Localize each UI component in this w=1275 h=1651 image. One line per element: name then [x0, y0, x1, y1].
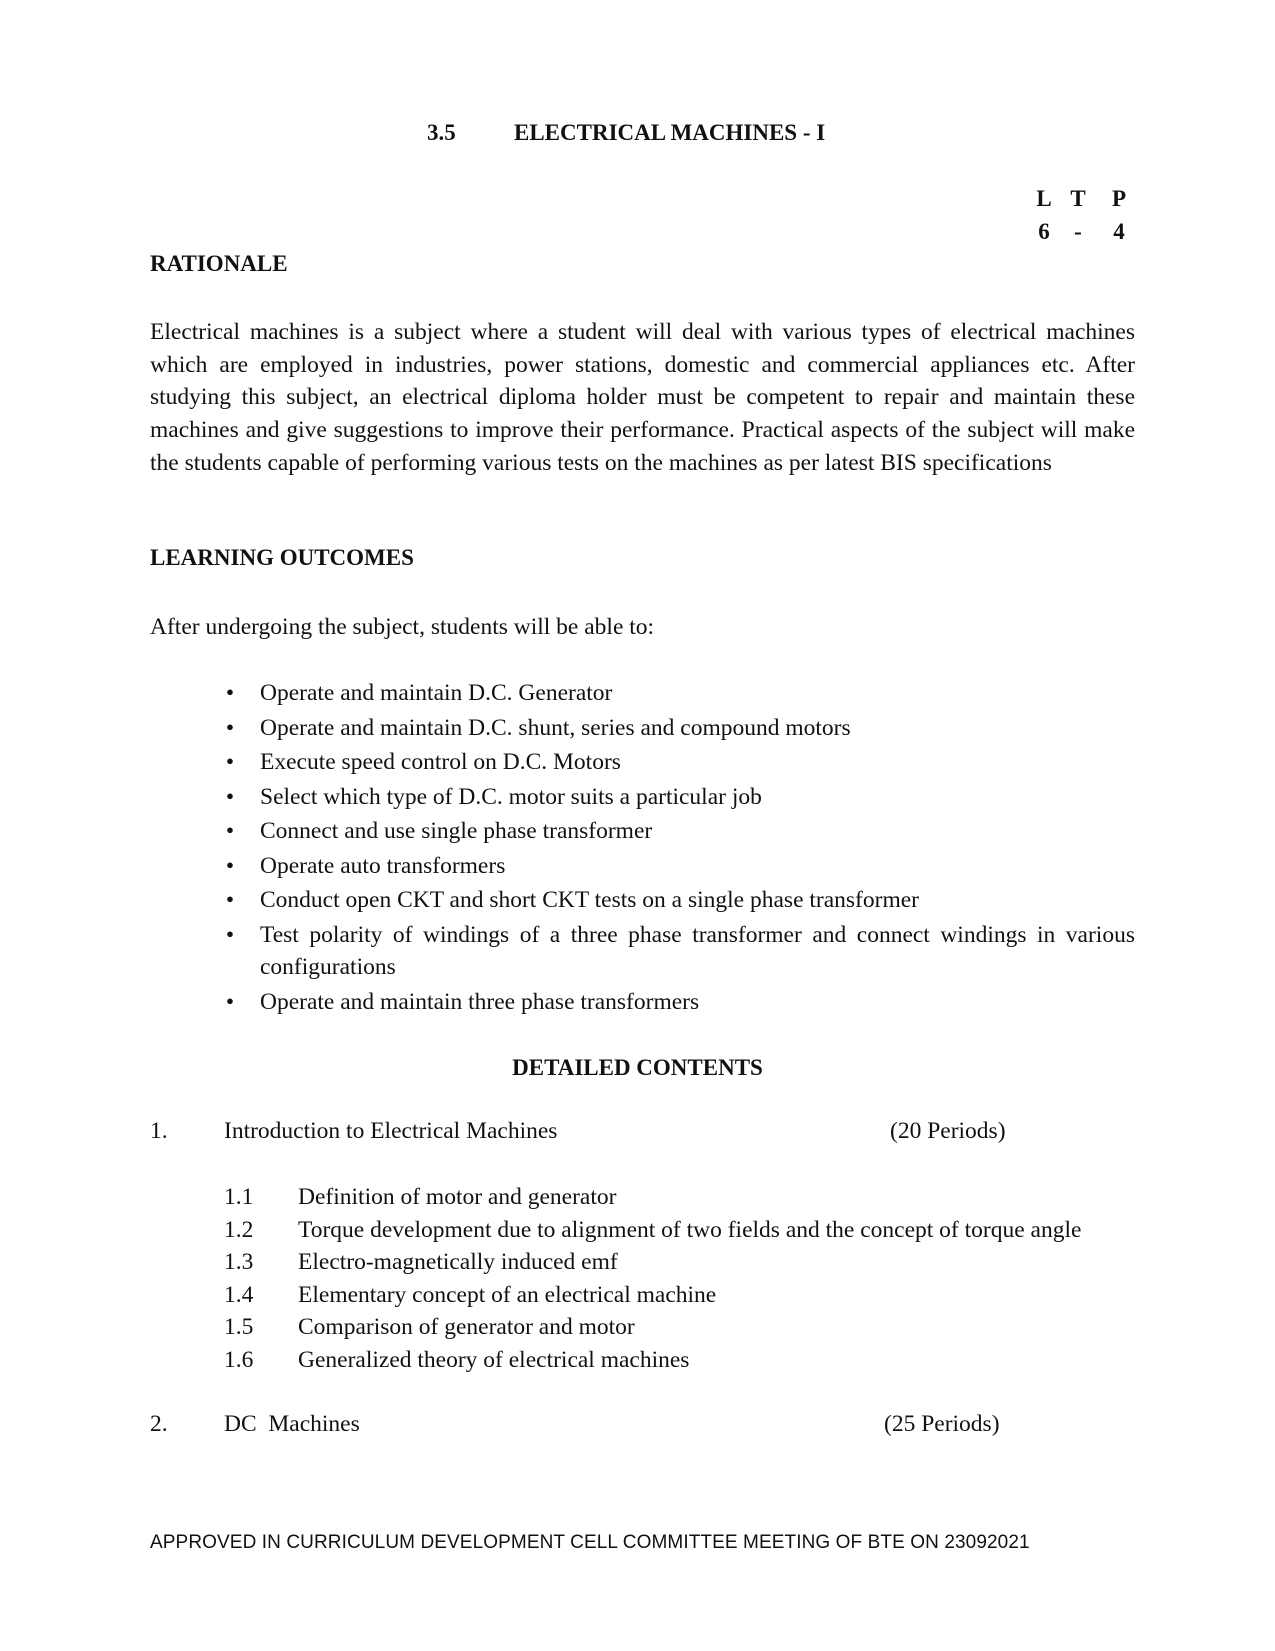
list-item: • Connect and use single phase transformer [224, 815, 1135, 848]
approval-footer: APPROVED IN CURRICULUM DEVELOPMENT CELL COMMITTEE MEETING OF BTE ON 23092021 [150, 1532, 1030, 1553]
ltp-value-p: 4 [1113, 219, 1125, 244]
list-item: 1.1 Definition of motor and generator [224, 1184, 617, 1210]
list-item: • Conduct open CKT and short CKT tests on a single phase transformer [224, 884, 1135, 917]
list-item: • Execute speed control on D.C. Motors [224, 746, 1135, 779]
list-item: 1.3 Electro-magnetically induced emf [224, 1249, 618, 1275]
ltp-value-t: - [1074, 219, 1082, 244]
learning-outcomes-heading: LEARNING OUTCOMES [150, 545, 414, 570]
section-periods: (20 Periods) [890, 1118, 1006, 1144]
bullet-icon: • [225, 852, 235, 879]
detailed-contents-heading: DETAILED CONTENTS [512, 1055, 763, 1080]
learning-outcomes-list [224, 677, 1135, 1020]
learning-outcomes-intro: After undergoing the subject, students will be able to: [150, 614, 655, 640]
bullet-icon: • [225, 818, 235, 844]
list-item: • Operate and maintain D.C. shunt, series and compound motors [224, 712, 1135, 745]
section-title: Introduction to Electrical Machines [224, 1118, 558, 1144]
bullet-icon: • [225, 988, 235, 1015]
ltp-label-l: L [1036, 186, 1052, 211]
ltp-value-l: 6 [1038, 219, 1050, 244]
list-item: 1.6 Generalized theory of electrical machines [224, 1346, 690, 1373]
bullet-icon: • [225, 680, 235, 706]
bullet-icon: • [225, 783, 235, 810]
ltp-label-p: P [1111, 186, 1127, 211]
list-item: • Operate and maintain three phase transformers [224, 986, 1135, 1019]
list-item: • Test polarity of windings of a three phase transformer and connect windings in various configurations [224, 919, 1135, 984]
section-number: 1. [150, 1118, 168, 1144]
subject-title: ELECTRICAL MACHINES - I [514, 120, 826, 145]
section-number: 2. [150, 1411, 168, 1437]
section-title: DC Machines [224, 1411, 360, 1437]
bullet-icon: • [225, 749, 235, 775]
list-item: • Select which type of D.C. motor suits a particular job [224, 781, 1135, 814]
list-item: 1.2 Torque development due to alignment of two fields and the concept of torque angle [224, 1216, 1082, 1243]
rationale-paragraph: Electrical machines is a subject where a student will deal with various types of electrical machines which are employed in industries, power stations, domestic and commercial appliances etc. After studying this subject, an electrical diploma holder must be competent to repair and maintain these machines and give suggestions to improve their performance. Practical aspects of the subject will make the students capable of performing various tests on the machines as per latest BIS specifications [150, 319, 1135, 476]
list-item: • Operate auto transformers [224, 850, 1135, 883]
ltp-label-t: T [1070, 186, 1086, 211]
bullet-icon: • [225, 921, 235, 948]
bullet-icon: • [225, 887, 235, 913]
subsection-list [224, 1184, 1081, 1379]
list-item: 1.5 Comparison of generator and motor [224, 1314, 635, 1340]
list-item: 1.4 Elementary concept of an electrical machine [224, 1281, 717, 1308]
bullet-icon: • [225, 714, 235, 741]
list-item: • Operate and maintain D.C. Generator [224, 677, 1135, 710]
subject-number: 3.5 [427, 120, 456, 145]
rationale-heading: RATIONALE [150, 251, 288, 276]
section-periods: (25 Periods) [884, 1411, 1000, 1437]
